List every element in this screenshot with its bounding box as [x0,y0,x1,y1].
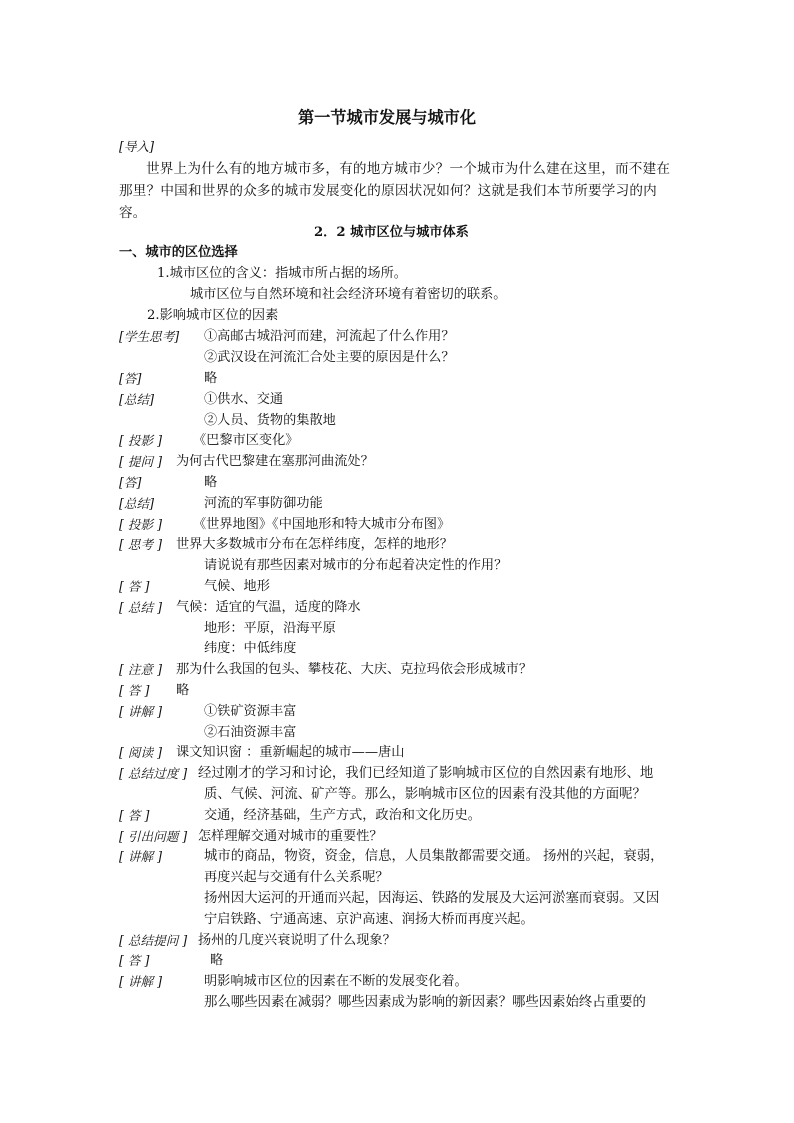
row-text: 交通，经济基础，生产方式，政治和文化历史。 [204,808,481,823]
row-text: 略 [204,371,218,386]
row-text: 地形：平原，沿海平原 [204,621,336,636]
row-text: 气候：适宜的气温，适度的降水 [176,600,361,615]
row-label: [ 答 ] [119,579,150,594]
row-text: 那为什么我国的包头、攀枝花、大庆、克拉玛依会形成城市？ [176,662,533,677]
intro-line-2: 那里？中国和世界的众多的城市发展变化的原因状况如何？这就是我们本节所要学习的内 [119,183,657,199]
row-label: [答] [119,475,142,490]
row-text: 略 [204,475,218,490]
page-title: 第一节城市发展与城市化 [298,108,477,127]
row-label: [ 答 ] [119,683,150,698]
row-label: [ 投影 ] [119,433,163,448]
row-text: 经过刚才的学习和讨论，我们已经知道了影响城市区位的自然因素有地形、地 [198,766,654,781]
row-text: 略 [176,683,190,698]
row-text: 怎样理解交通对城市的重要性？ [198,829,383,844]
row-text: 请说说有那些因素对城市的分布起着决定性的作用？ [204,558,508,573]
row-label: [ 思考 ] [119,537,163,552]
row-text: 再度兴起与交通有什么关系呢？ [204,870,389,885]
row-label: [ 讲解 ] [119,974,163,989]
row-label: [ 阅读 ] [119,745,163,760]
row-label: [总结] [119,496,155,511]
row-label: [ 引出问题 ] [119,829,188,844]
row-label: [ 投影 ] [119,517,163,532]
row-label: [总结] [119,392,155,407]
row-text: 城市的商品，物资，资金，信息，人员集散都需要交通。 扬州的兴起，衰弱， [204,849,664,864]
row-text: ②人员、货物的集散地 [204,413,336,428]
row-text: 《巴黎市区变化》 [193,433,299,448]
intro-line-3: 容。 [119,205,147,221]
intro-label: [导入] [119,139,155,154]
row-text: 课文知识窗 ：重新崛起的城市——唐山 [176,745,405,760]
row-text: ①高邮古城沿河而建，河流起了什么作用？ [204,329,455,344]
row-text: 质、气候、河流、矿产等。那么，影响城市区位的因素有没其他的方面呢？ [204,787,646,802]
row-text: 为何古代巴黎建在塞那河曲流处？ [176,454,374,469]
row-text: 世界大多数城市分布在怎样纬度，怎样的地形？ [176,537,453,552]
row-label: [ 总结过度 ] [119,766,188,781]
row-text: 扬州的几度兴衰说明了什么现象？ [198,933,396,948]
row-text: 纬度：中低纬度 [204,641,297,656]
row-text: 河流的军事防御功能 [204,496,323,511]
row-text: 扬州因大运河的开通而兴起，因海运、铁路的发展及大运河淤塞而衰弱。又因 [204,891,660,906]
row-text: 气候、地形 [204,579,270,594]
row-text: 明影响城市区位的因素在不断的发展变化着。 [204,974,468,989]
row-label: [ 提问 ] [119,454,163,469]
row-text: ①铁矿资源丰富 [204,704,297,719]
row-label: [ 总结提问 ] [119,933,188,948]
row-text: ②武汉设在河流汇合处主要的原因是什么？ [204,350,455,365]
item-1-detail: 城市区位与自然环境和社会经济环境有着密切的联系。 [190,287,507,302]
row-label: [ 答 ] [119,808,150,823]
section-heading: 一、城市的区位选择 [119,245,238,260]
row-text: 宁启铁路、宁通高速、京沪高速、润扬大桥而再度兴起。 [204,912,534,927]
row-label: [ 讲解 ] [119,704,163,719]
row-label: [答] [119,371,142,386]
item-1: 1.城市区位的含义：指城市所占据的场所。 [157,266,407,281]
row-text: 略 [210,953,224,968]
row-text: ②石油资源丰富 [204,725,297,740]
row-label: [ 注意 ] [119,662,163,677]
row-label: [学生思考] [119,329,180,344]
row-label: [ 答 ] [119,953,150,968]
row-text: 《世界地图》《中国地形和特大城市分布图》 [193,517,451,532]
row-text: ①供水、交通 [204,392,284,407]
subtitle: 2．2 城市区位与城市体系 [314,225,469,240]
row-text: 那么哪些因素在减弱？哪些因素成为影响的新因素？哪些因素始终占重要的 [204,995,646,1010]
row-label: [ 总结 ] [119,600,163,615]
intro-line-1: 世界上为什么有的地方城市多，有的地方城市少？一个城市为什么建在这里，而不建在 [146,161,671,177]
row-label: [ 讲解 ] [119,849,163,864]
item-2: 2.影响城市区位的因素 [147,308,279,323]
